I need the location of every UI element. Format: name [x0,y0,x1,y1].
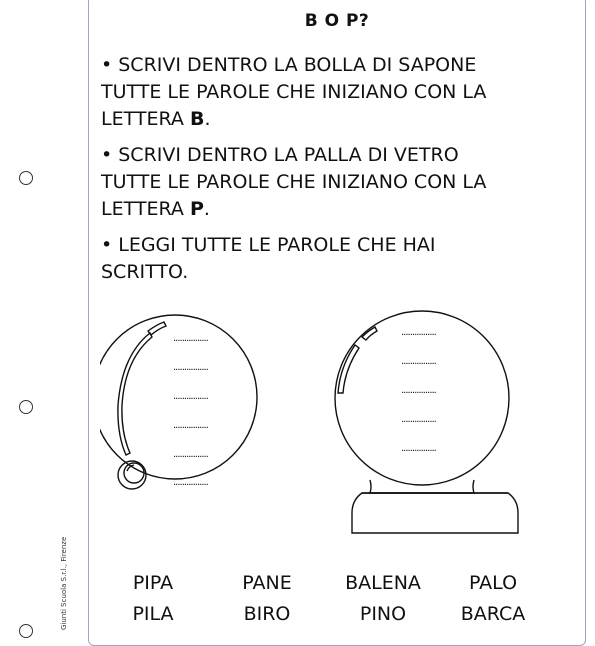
instruction-line: • LEGGI TUTTE LE PAROLE CHE HAI [101,234,436,256]
word-item: PALO [468,572,518,594]
page-title: B O P? [304,11,370,31]
answer-line: ................ [173,362,208,373]
word-item: PIPA [132,572,174,594]
instruction-line: LETTERA B. [101,108,211,130]
word-item: BARCA [460,603,526,625]
answer-line: ................ [173,391,208,402]
instruction-line: • SCRIVI DENTRO LA BOLLA DI SAPONE [101,54,477,76]
copyright-note: Giunti Scuola S.r.l., Firenze [60,536,68,630]
binder-hole-middle [19,400,33,414]
answer-line: ................ [401,385,436,396]
binder-hole-bottom [19,624,33,638]
instruction-line: • SCRIVI DENTRO LA PALLA DI VETRO [101,144,459,166]
illustrations [100,295,560,545]
word-item: BALENA [345,572,421,594]
instruction-line: SCRITTO. [101,261,189,283]
target-letter: B [189,108,205,130]
instruction-line: TUTTE LE PAROLE CHE INIZIANO CON LA [101,171,487,193]
answer-lines [173,327,437,488]
answer-line: ................ [401,414,436,425]
answer-line: ................ [401,327,436,338]
instruction-globe [101,142,571,223]
answer-line: ................ [173,477,208,488]
instruction-line: LETTERA P. [101,198,210,220]
word-item: BIRO [243,603,291,625]
answer-line: ................ [401,356,436,367]
answer-line: ................ [173,449,208,460]
target-letter: P [189,198,204,220]
answer-line: ................ [401,443,436,454]
answer-line: ................ [173,333,208,344]
word-item: PANE [242,572,292,594]
word-item: PINO [359,603,407,625]
binder-hole-top [19,171,33,185]
instruction-line: TUTTE LE PAROLE CHE INIZIANO CON LA [101,81,487,103]
answer-line: ................ [173,420,208,431]
word-item: PILA [132,603,174,625]
instruction-read [101,232,571,286]
instruction-bubble [101,52,571,133]
